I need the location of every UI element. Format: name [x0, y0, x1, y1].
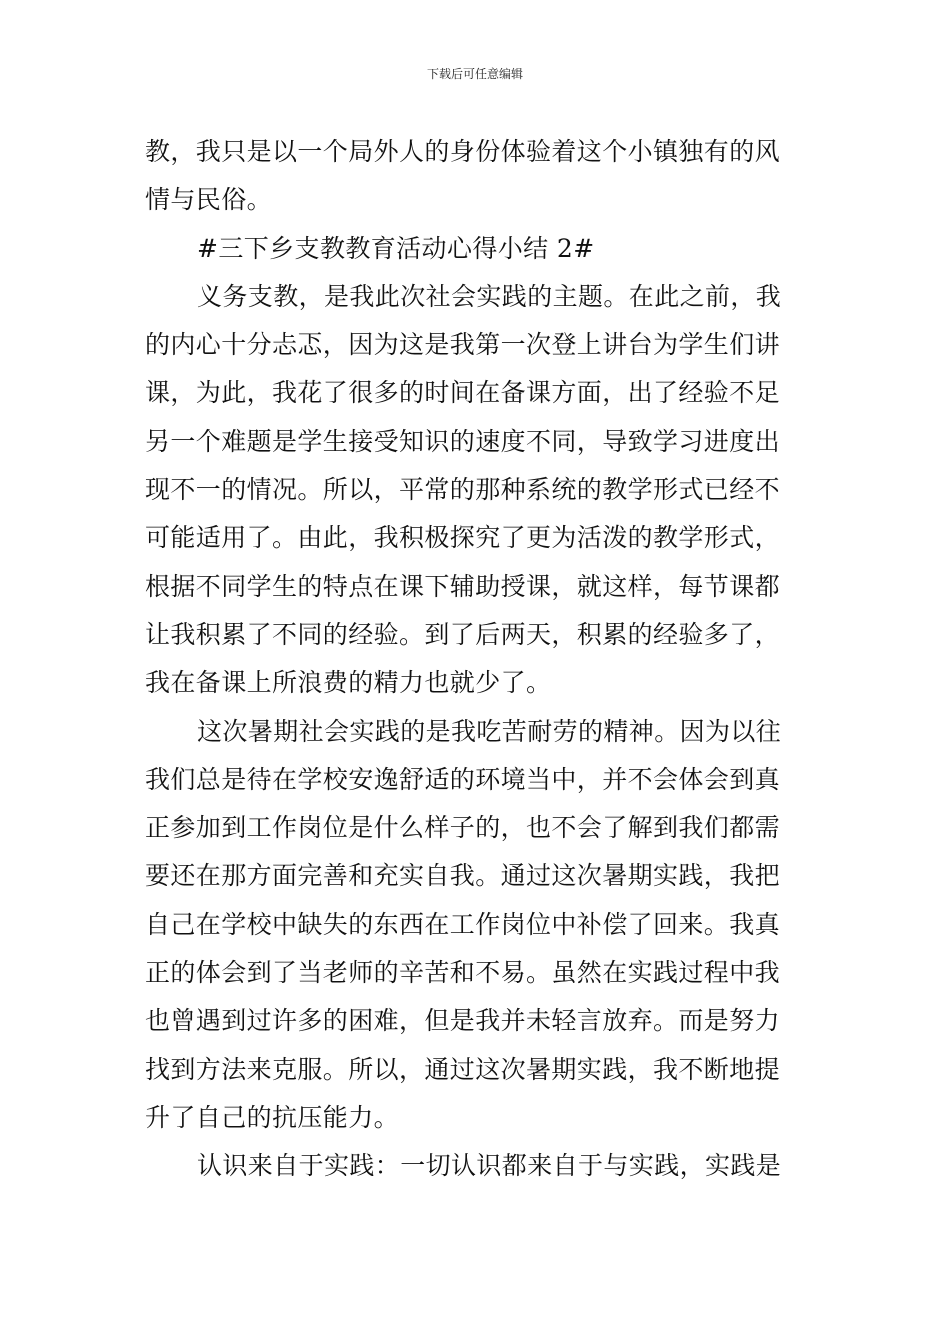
text-line: 自己在学校中缺失的东西在工作岗位中补偿了回来。我真: [145, 909, 781, 939]
text-line: 情与民俗。: [145, 185, 273, 215]
text-line: 的内心十分忐忑，因为这是我第一次登上讲台为学生们讲: [145, 330, 781, 360]
text-line: 现不一的情况。所以，平常的那种系统的教学形式已经不: [145, 475, 781, 505]
section-heading: #三下乡支教教育活动心得小结 2#: [197, 233, 595, 263]
text-line: 升了自己的抗压能力。: [145, 1102, 400, 1132]
text-line: 也曾遇到过许多的困难，但是我并未轻言放弃。而是努力: [145, 1006, 781, 1036]
text-line: 认识来自于实践：一切认识都来自于与实践，实践是: [197, 1151, 782, 1181]
text-line: 正参加到工作岗位是什么样子的，也不会了解到我们都需: [145, 813, 781, 843]
text-line: 让我积累了不同的经验。到了后两天，积累的经验多了，: [145, 619, 781, 649]
text-line: 找到方法来克服。所以，通过这次暑期实践，我不断地提: [145, 1054, 781, 1084]
text-line: 课，为此，我花了很多的时间在备课方面，出了经验不足: [145, 378, 781, 408]
text-line: 教，我只是以一个局外人的身份体验着这个小镇独有的风: [145, 137, 781, 166]
text-line: 正的体会到了当老师的辛苦和不易。虽然在实践过程中我: [145, 958, 781, 988]
text-line: 这次暑期社会实践的是我吃苦耐劳的精神。因为以往: [197, 716, 782, 746]
text-line: 我在备课上所浪费的精力也就少了。: [145, 668, 552, 698]
document-body: [145, 128, 809, 1191]
text-line: 根据不同学生的特点在课下辅助授课，就这样，每节课都: [145, 571, 781, 601]
text-line: 另一个难题是学生接受知识的速度不同，导致学习进度出: [145, 426, 781, 456]
text-line: 义务支教，是我此次社会实践的主题。在此之前，我: [197, 281, 782, 311]
page-header: 下载后可任意编辑: [426, 67, 523, 81]
text-line: 我们总是待在学校安逸舒适的环境当中，并不会体会到真: [145, 764, 781, 794]
text-line: 要还在那方面完善和充实自我。通过这次暑期实践，我把: [145, 861, 781, 891]
text-line: 可能适用了。由此，我积极探究了更为活泼的教学形式，: [145, 523, 781, 553]
